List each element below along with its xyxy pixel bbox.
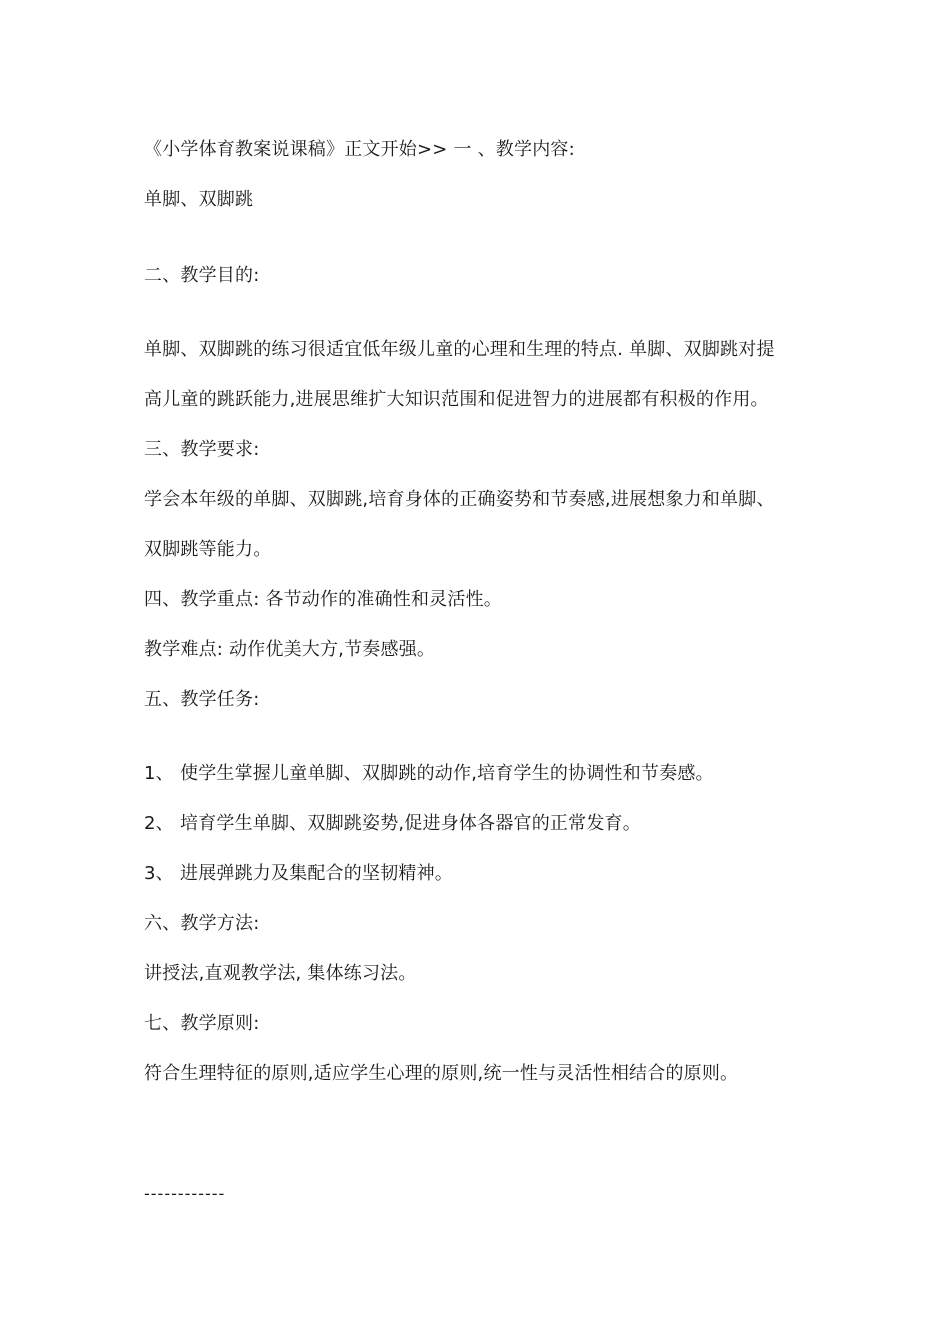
section-heading-requirements: 三、教学要求: bbox=[144, 439, 260, 460]
requirements-paragraph-line-2: 双脚跳等能力。 bbox=[144, 539, 272, 560]
section-heading-purpose: 二、教学目的: bbox=[144, 265, 260, 286]
title-line: 《小学体育教案说课稿》正文开始>> 一 、教学内容: bbox=[144, 139, 575, 160]
list-item-number: 1、 bbox=[144, 763, 174, 784]
divider-dashes: ------------ bbox=[144, 1184, 226, 1203]
section-heading-principles: 七、教学原则: bbox=[144, 1013, 260, 1034]
section-heading-methods: 六、教学方法: bbox=[144, 913, 260, 934]
list-item bbox=[144, 862, 824, 886]
list-item-text: 进展弹跳力及集配合的坚韧精神。 bbox=[180, 863, 453, 884]
section-heading-tasks: 五、教学任务: bbox=[144, 689, 260, 710]
methods-line: 讲授法,直观教学法, 集体练习法。 bbox=[144, 963, 417, 984]
difficulty-line: 教学难点: 动作优美大方,节奏感强。 bbox=[144, 639, 436, 660]
list-item bbox=[144, 812, 824, 836]
purpose-paragraph-line-2: 高儿童的跳跃能力,进展思维扩大知识范围和促进智力的进展都有积极的作用。 bbox=[144, 389, 769, 410]
requirements-paragraph-line-1: 学会本年级的单脚、双脚跳,培育身体的正确姿势和节奏感,进展想象力和单脚、 bbox=[144, 489, 775, 510]
list-item-text: 使学生掌握儿童单脚、双脚跳的动作,培育学生的协调性和节奏感。 bbox=[180, 763, 714, 784]
section-heading-key-points: 四、教学重点: 各节动作的准确性和灵活性。 bbox=[144, 589, 502, 610]
list-item-number: 2、 bbox=[144, 813, 174, 834]
principles-line: 符合生理特征的原则,适应学生心理的原则,统一性与灵活性相结合的原则。 bbox=[144, 1063, 739, 1084]
teaching-content: 单脚、双脚跳 bbox=[144, 189, 254, 210]
list-item-text: 培育学生单脚、双脚跳姿势,促进身体各器官的正常发育。 bbox=[180, 813, 641, 834]
list-item-number: 3、 bbox=[144, 863, 174, 884]
purpose-paragraph-line-1: 单脚、双脚跳的练习很适宜低年级儿童的心理和生理的特点. 单脚、双脚跳对提 bbox=[144, 339, 775, 360]
list-item bbox=[144, 762, 824, 786]
